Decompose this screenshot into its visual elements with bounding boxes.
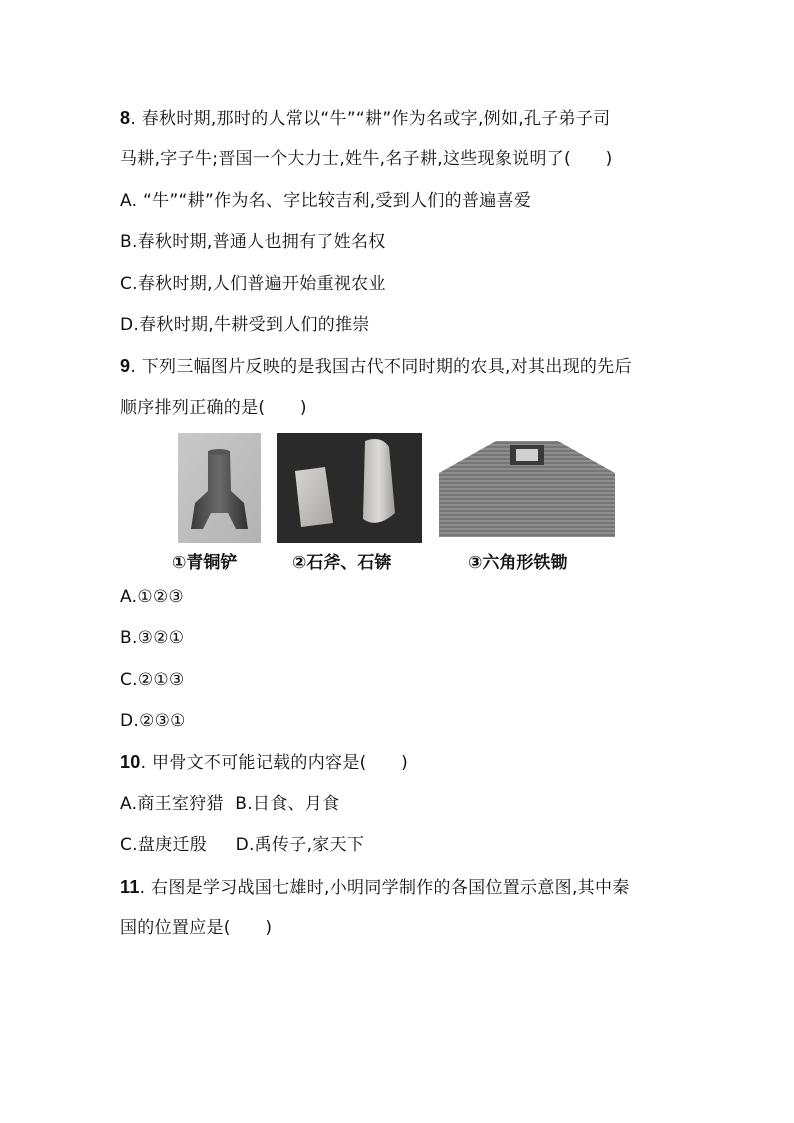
q10-options-ab: A.商王室狩猎 B.日食、月食 bbox=[120, 794, 340, 814]
q10-options-cd: C.盘庚迁殷 D.禹传子,家天下 bbox=[120, 835, 365, 855]
bronze-spade-image bbox=[178, 433, 261, 543]
q10-stem bbox=[120, 750, 408, 775]
q8-stem-line2: 马耕,字子牛;晋国一个大力士,姓牛,名子耕,这些现象说明了( ) bbox=[120, 149, 613, 169]
q8-option-d: D.春秋时期,牛耕受到人们的推崇 bbox=[120, 315, 370, 335]
q9-option-a: A.①②③ bbox=[120, 587, 184, 607]
q9-option-c: C.②①③ bbox=[120, 670, 185, 690]
q10-stem-text: . 甲骨文不可能记载的内容是( ) bbox=[140, 753, 409, 773]
iron-hoe-image bbox=[436, 433, 618, 543]
q10-number: 10 bbox=[120, 752, 141, 772]
q9-option-b: B.③②① bbox=[120, 628, 185, 648]
q11-stem-line1 bbox=[120, 875, 630, 900]
q8-option-c: C.春秋时期,人们普遍开始重视农业 bbox=[120, 274, 386, 294]
q9-stem-line1 bbox=[120, 354, 632, 379]
q11-number: 11 bbox=[120, 877, 140, 897]
q8-stem-text: . 春秋时期,那时的人常以“牛”“耕”作为名或字,例如,孔子弟子司 bbox=[130, 109, 611, 129]
stone-axe-adze-image bbox=[277, 433, 422, 543]
q8-option-b: B.春秋时期,普通人也拥有了姓名权 bbox=[120, 232, 386, 252]
q8-stem-line1 bbox=[120, 106, 610, 131]
q9-stem-line2: 顺序排列正确的是( ) bbox=[120, 398, 307, 418]
q8-option-a: A. “牛”“耕”作为名、字比较吉利,受到人们的普遍喜爱 bbox=[120, 191, 532, 211]
q9-option-d: D.②③① bbox=[120, 711, 186, 731]
q11-stem-line2: 国的位置应是( ) bbox=[120, 918, 273, 938]
caption-bronze-spade: ①青铜铲 bbox=[172, 553, 238, 573]
caption-iron-hoe: ③六角形铁锄 bbox=[468, 553, 568, 573]
q9-stem-text: . 下列三幅图片反映的是我国古代不同时期的农具,对其出现的先后 bbox=[130, 357, 632, 377]
q9-number: 9 bbox=[120, 356, 131, 376]
q8-number: 8 bbox=[120, 108, 131, 128]
caption-stone-axe-adze: ②石斧、石锛 bbox=[292, 553, 392, 573]
q11-stem-text: . 右图是学习战国七雄时,小明同学制作的各国位置示意图,其中秦 bbox=[139, 878, 630, 898]
